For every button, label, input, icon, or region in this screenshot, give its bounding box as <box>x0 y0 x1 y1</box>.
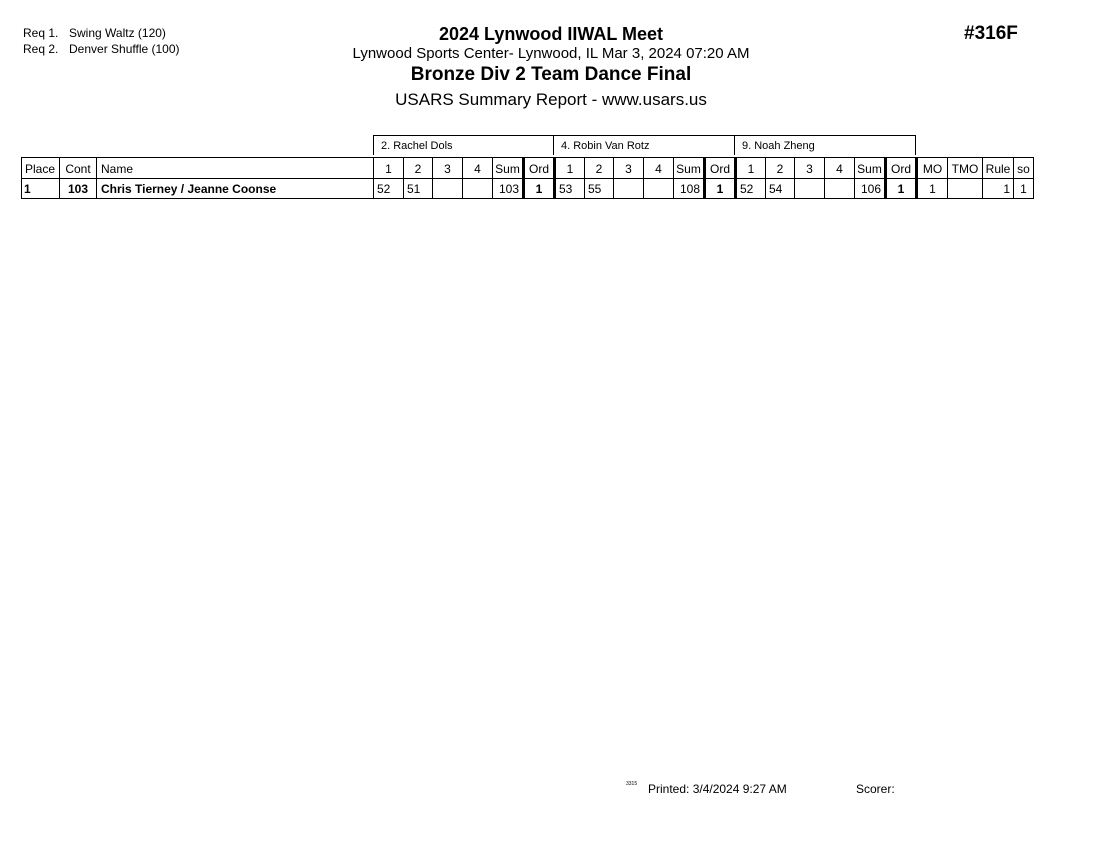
col-mo: MO <box>917 158 948 179</box>
requirement-label: Swing Waltz (120) <box>69 26 166 40</box>
cell-judge1-s3 <box>433 179 463 199</box>
judge-header <box>373 135 916 155</box>
cell-judge2-ord: 1 <box>705 179 736 199</box>
col-judge3-s4: 4 <box>825 158 855 179</box>
cell-so: 1 <box>1014 179 1034 199</box>
requirement-number: Req 1. <box>23 26 59 40</box>
cell-rule: 1 <box>983 179 1014 199</box>
footer-code: 3315 <box>626 781 638 787</box>
meet-title: 2024 Lynwood IIWAL Meet <box>438 24 664 44</box>
cell-judge3-s3 <box>795 179 825 199</box>
cell-judge3-ord: 1 <box>886 179 917 199</box>
scorer-label: Scorer: <box>856 782 895 796</box>
printed-timestamp: Printed: 3/4/2024 9:27 AM <box>648 782 787 796</box>
cell-judge1-s4 <box>463 179 493 199</box>
col-judge3-s1: 1 <box>736 158 766 179</box>
col-judge3-s3: 3 <box>795 158 825 179</box>
cell-judge2-s4 <box>644 179 674 199</box>
cell-judge3-sum: 106 <box>855 179 886 199</box>
cell-judge2-s3 <box>614 179 644 199</box>
cell-name: Chris Tierney / Jeanne Coonse <box>97 179 374 199</box>
col-judge1-s2: 2 <box>404 158 433 179</box>
col-judge1-s3: 3 <box>433 158 463 179</box>
col-tmo: TMO <box>948 158 983 179</box>
cell-judge3-s4 <box>825 179 855 199</box>
cell-judge2-sum: 108 <box>674 179 705 199</box>
cell-cont: 103 <box>60 179 97 199</box>
results-table <box>21 157 1034 199</box>
cell-place: 1 <box>22 179 60 199</box>
requirement-label: Denver Shuffle (100) <box>69 42 180 56</box>
event-number: #316F <box>964 23 1018 44</box>
col-place: Place <box>22 158 60 179</box>
cell-mo: 1 <box>917 179 948 199</box>
col-judge3-sum: Sum <box>855 158 886 179</box>
col-judge1-ord: Ord <box>524 158 555 179</box>
cell-judge3-s1: 52 <box>736 179 766 199</box>
cell-judge3-s2: 54 <box>766 179 795 199</box>
cell-judge1-s2: 51 <box>404 179 433 199</box>
judge-name: 2. Rachel Dols <box>374 136 554 156</box>
col-name: Name <box>97 158 374 179</box>
col-judge1-s1: 1 <box>374 158 404 179</box>
col-so: so <box>1014 158 1034 179</box>
judge-name: 9. Noah Zheng <box>735 136 916 156</box>
table-header-row <box>22 158 1034 179</box>
col-judge2-s1: 1 <box>555 158 585 179</box>
col-rule: Rule <box>983 158 1014 179</box>
cell-judge1-sum: 103 <box>493 179 524 199</box>
col-judge1-s4: 4 <box>463 158 493 179</box>
cell-judge2-s2: 55 <box>585 179 614 199</box>
col-judge3-s2: 2 <box>766 158 795 179</box>
judge-name: 4. Robin Van Rotz <box>554 136 735 156</box>
cell-judge2-s1: 53 <box>555 179 585 199</box>
event-name: Bronze Div 2 Team Dance Final <box>410 64 692 85</box>
cell-judge1-ord: 1 <box>524 179 555 199</box>
col-judge2-ord: Ord <box>705 158 736 179</box>
cell-judge1-s1: 52 <box>374 179 404 199</box>
col-judge2-s4: 4 <box>644 158 674 179</box>
col-judge2-sum: Sum <box>674 158 705 179</box>
cell-tmo <box>948 179 983 199</box>
col-judge2-s2: 2 <box>585 158 614 179</box>
venue-line: Lynwood Sports Center- Lynwood, IL Mar 3, 2024 07:20 AM <box>352 45 750 62</box>
requirement-number: Req 2. <box>23 42 59 56</box>
col-judge2-s3: 3 <box>614 158 644 179</box>
requirement-1 <box>23 25 166 41</box>
col-cont: Cont <box>60 158 97 179</box>
col-judge3-ord: Ord <box>886 158 917 179</box>
table-row <box>22 179 1034 199</box>
col-judge1-sum: Sum <box>493 158 524 179</box>
report-title: USARS Summary Report - www.usars.us <box>395 90 707 109</box>
requirement-2 <box>23 41 180 57</box>
